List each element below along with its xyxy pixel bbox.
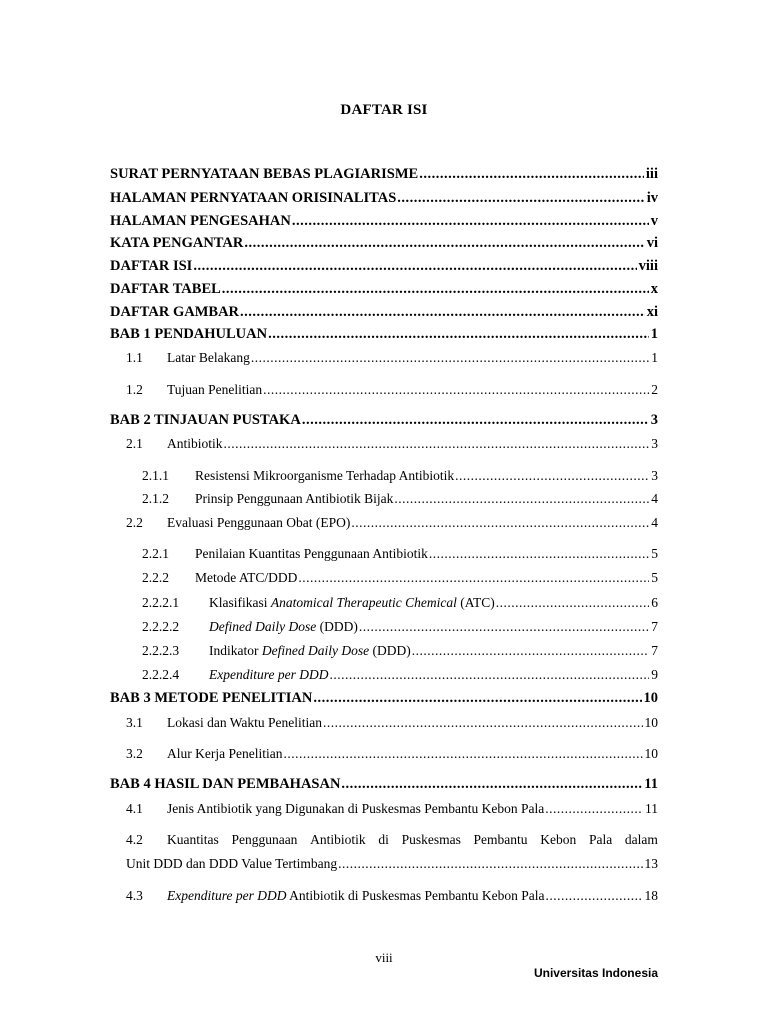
toc-entry-label: Lokasi dan Waktu Penelitian xyxy=(167,715,323,730)
toc-entry-number: 2.2.2.2 xyxy=(142,619,180,634)
toc-entry-2-2-2-4[interactable] xyxy=(142,667,658,683)
dot-leader xyxy=(394,491,649,507)
label-text: (DDD) xyxy=(316,619,358,634)
dot-leader xyxy=(359,619,649,635)
toc-entry-page: vi xyxy=(646,235,658,251)
toc-entry-number: 1.2 xyxy=(126,382,143,397)
dot-leader xyxy=(412,643,650,659)
dot-leader xyxy=(268,326,649,343)
toc-entry-page: 10 xyxy=(643,690,658,706)
dot-leader xyxy=(240,304,645,321)
toc-entry-pengesahan[interactable] xyxy=(110,213,658,230)
toc-entry-page: 3 xyxy=(651,436,658,451)
toc-entry-label xyxy=(209,667,328,683)
toc-entry-page: 5 xyxy=(651,546,658,561)
toc-entry-label xyxy=(209,619,358,635)
toc-entry-page: xi xyxy=(646,304,658,320)
toc-entry-label-line1 xyxy=(167,832,658,848)
toc-entry-label: Metode ATC/DDD xyxy=(195,570,298,585)
toc-entry-number: 2.2.2.4 xyxy=(142,667,180,682)
toc-entry-number: 3.1 xyxy=(126,715,143,730)
toc-entry-label: Penilaian Kuantitas Penggunaan Antibiotik xyxy=(195,546,428,561)
toc-entry-bab-1[interactable] xyxy=(110,326,658,343)
dot-leader xyxy=(429,546,649,562)
toc-entry-4-3[interactable] xyxy=(126,888,658,904)
toc-entry-page: 18 xyxy=(644,888,658,903)
toc-entry-label: Resistensi Mikroorganisme Terhadap Antibiotik xyxy=(195,468,455,483)
dot-leader xyxy=(397,190,644,207)
toc-entry-bab-4[interactable] xyxy=(110,776,658,793)
dot-leader xyxy=(283,746,642,762)
label-text: Klasifikasi xyxy=(209,595,271,610)
toc-entry-number: 4.2 xyxy=(126,832,143,847)
label-text: (DDD) xyxy=(369,643,411,658)
label-word: Penggunaan xyxy=(231,832,298,847)
toc-entry-label: BAB 3 METODE PENELITIAN xyxy=(110,690,313,706)
toc-entry-label xyxy=(209,595,495,611)
dot-leader xyxy=(302,412,649,429)
toc-entry-4-2-continued[interactable] xyxy=(126,856,658,872)
toc-entry-label: Jenis Antibiotik yang Digunakan di Puskesmas Pembantu Kebon Pala xyxy=(167,801,545,816)
dot-leader xyxy=(545,888,642,904)
toc-entry-label: Alur Kerja Penelitian xyxy=(167,746,283,761)
toc-entry-label: KATA PENGANTAR xyxy=(110,235,244,251)
dot-leader xyxy=(545,801,643,817)
label-italic: Anatomical Therapeutic Chemical xyxy=(270,595,457,610)
dot-leader xyxy=(193,258,636,275)
dot-leader xyxy=(251,350,649,366)
dot-leader xyxy=(455,468,649,484)
toc-entry-label-line2: Unit DDD dan DDD Value Tertimbang xyxy=(126,856,338,871)
dot-leader xyxy=(313,690,641,707)
page-title: DAFTAR ISI xyxy=(340,102,428,118)
toc-entry-page: 3 xyxy=(651,468,658,483)
label-word: dalam xyxy=(624,832,658,847)
toc-entry-number: 2.2.2.3 xyxy=(142,643,180,658)
toc-entry-2-2[interactable] xyxy=(126,515,658,531)
toc-entry-number: 2.2 xyxy=(126,515,143,530)
dot-leader xyxy=(323,715,642,731)
toc-entry-label: DAFTAR GAMBAR xyxy=(110,304,240,320)
toc-entry-page: 13 xyxy=(644,856,658,871)
label-word: Puskesmas xyxy=(401,832,461,847)
toc-entry-label: SURAT PERNYATAAN BEBAS PLAGIARISME xyxy=(110,166,419,182)
dot-leader xyxy=(263,382,649,398)
toc-entry-page: 10 xyxy=(644,746,658,761)
label-text: (ATC) xyxy=(456,595,495,610)
toc-entry-label: BAB 2 TINJAUAN PUSTAKA xyxy=(110,412,301,428)
dot-leader xyxy=(298,570,649,586)
toc-entry-orisinalitas[interactable] xyxy=(110,190,658,207)
label-word: Pala xyxy=(588,832,613,847)
toc-entry-number: 2.1.1 xyxy=(142,468,169,483)
toc-entry-label: HALAMAN PENGESAHAN xyxy=(110,213,291,229)
toc-entry-daftar-isi[interactable] xyxy=(110,258,658,275)
toc-entry-page: 11 xyxy=(645,801,658,816)
toc-entry-page: 9 xyxy=(651,667,658,682)
dot-leader xyxy=(222,281,649,298)
toc-entry-page: x xyxy=(650,281,658,297)
toc-entry-page: 3 xyxy=(650,412,658,428)
toc-entry-label: HALAMAN PERNYATAAN ORISINALITAS xyxy=(110,190,397,206)
toc-entry-1-2[interactable] xyxy=(126,382,658,398)
toc-entry-number: 4.1 xyxy=(126,801,143,816)
dot-leader xyxy=(244,235,644,252)
toc-entry-page: 11 xyxy=(644,776,658,792)
institution-name: Universitas Indonesia xyxy=(533,966,658,980)
toc-entry-bab-3[interactable] xyxy=(110,690,658,707)
dot-leader xyxy=(496,595,650,611)
label-italic: Defined Daily Dose xyxy=(261,643,370,658)
toc-entry-number: 2.2.1 xyxy=(142,546,169,561)
toc-entry-2-2-2-1[interactable] xyxy=(142,595,658,611)
toc-entry-2-2-2[interactable] xyxy=(142,570,658,586)
toc-entry-label: DAFTAR TABEL xyxy=(110,281,221,297)
toc-entry-label: DAFTAR ISI xyxy=(110,258,193,274)
dot-leader xyxy=(338,856,642,872)
toc-entry-page: 4 xyxy=(651,491,658,506)
toc-entry-label: Evaluasi Penggunaan Obat (EPO) xyxy=(167,515,351,530)
toc-entry-number: 2.1 xyxy=(126,436,143,451)
toc-entry-page: iii xyxy=(645,166,658,182)
toc-entry-page: viii xyxy=(638,258,658,274)
toc-entry-4-1[interactable] xyxy=(126,801,658,817)
toc-entry-label xyxy=(167,888,544,904)
toc-entry-number: 3.2 xyxy=(126,746,143,761)
toc-entry-label: Prinsip Penggunaan Antibiotik Bijak xyxy=(195,491,394,506)
toc-entry-number: 2.2.2.1 xyxy=(142,595,180,610)
dot-leader xyxy=(329,667,649,683)
toc-entry-label: Antibiotik xyxy=(167,436,223,451)
toc-entry-label: BAB 4 HASIL DAN PEMBAHASAN xyxy=(110,776,341,792)
label-italic: Expenditure per DDD xyxy=(167,888,287,903)
dot-leader xyxy=(224,436,650,452)
toc-entry-page: 1 xyxy=(650,326,658,342)
toc-entry-2-1[interactable] xyxy=(126,436,658,452)
toc-entry-2-1-2[interactable] xyxy=(142,491,658,507)
label-word: Antibiotik xyxy=(310,832,366,847)
label-italic: Expenditure per DDD xyxy=(209,667,329,682)
toc-entry-label: Tujuan Penelitian xyxy=(167,382,263,397)
dot-leader xyxy=(292,213,649,230)
toc-entry-daftar-tabel[interactable] xyxy=(110,281,658,298)
toc-entry-page: 10 xyxy=(644,715,658,730)
toc-entry-kata-pengantar[interactable] xyxy=(110,235,658,252)
toc-entry-page: v xyxy=(650,213,658,229)
toc-entry-number: 1.1 xyxy=(126,350,143,365)
toc-entry-page: 7 xyxy=(651,643,658,658)
label-word: di xyxy=(378,832,389,847)
toc-entry-page: 5 xyxy=(651,570,658,585)
toc-entry-2-2-2-2[interactable] xyxy=(142,619,658,635)
toc-entry-label xyxy=(209,643,411,659)
toc-entry-page: 6 xyxy=(651,595,658,610)
label-italic: Defined Daily Dose xyxy=(209,619,317,634)
toc-entry-daftar-gambar[interactable] xyxy=(110,304,658,321)
toc-entry-number: 4.3 xyxy=(126,888,143,903)
toc-entry-page: iv xyxy=(646,190,658,206)
toc-entry-3-2[interactable] xyxy=(126,746,658,762)
label-word: Kebon xyxy=(540,832,577,847)
toc-entry-page: 7 xyxy=(651,619,658,634)
toc-entry-bab-2[interactable] xyxy=(110,412,658,429)
label-word: Pembantu xyxy=(473,832,528,847)
toc-entry-number: 2.1.2 xyxy=(142,491,169,506)
label-text: Indikator xyxy=(209,643,262,658)
toc-entry-1-1[interactable] xyxy=(126,350,658,366)
label-text: Antibiotik di Puskesmas Pembantu Kebon Pala xyxy=(286,888,545,903)
toc-entry-bebas-plagiarisme[interactable] xyxy=(110,166,658,183)
toc-entry-2-2-1[interactable] xyxy=(142,546,658,562)
toc-entry-2-1-1[interactable] xyxy=(142,468,658,484)
dot-leader xyxy=(351,515,649,531)
toc-entry-3-1[interactable] xyxy=(126,715,658,731)
toc-entry-page: 4 xyxy=(651,515,658,530)
toc-entry-label: Latar Belakang xyxy=(167,350,250,365)
toc-entry-label: BAB 1 PENDAHULUAN xyxy=(110,326,268,342)
dot-leader xyxy=(341,776,642,793)
page-number: viii xyxy=(375,950,393,965)
toc-entry-4-2[interactable] xyxy=(126,832,658,848)
toc-entry-number: 2.2.2 xyxy=(142,570,169,585)
toc-entry-2-2-2-3[interactable] xyxy=(142,643,658,659)
dot-leader xyxy=(419,166,644,183)
toc-entry-page: 2 xyxy=(651,382,658,397)
toc-entry-page: 1 xyxy=(651,350,658,365)
label-word: Kuantitas xyxy=(167,832,219,847)
